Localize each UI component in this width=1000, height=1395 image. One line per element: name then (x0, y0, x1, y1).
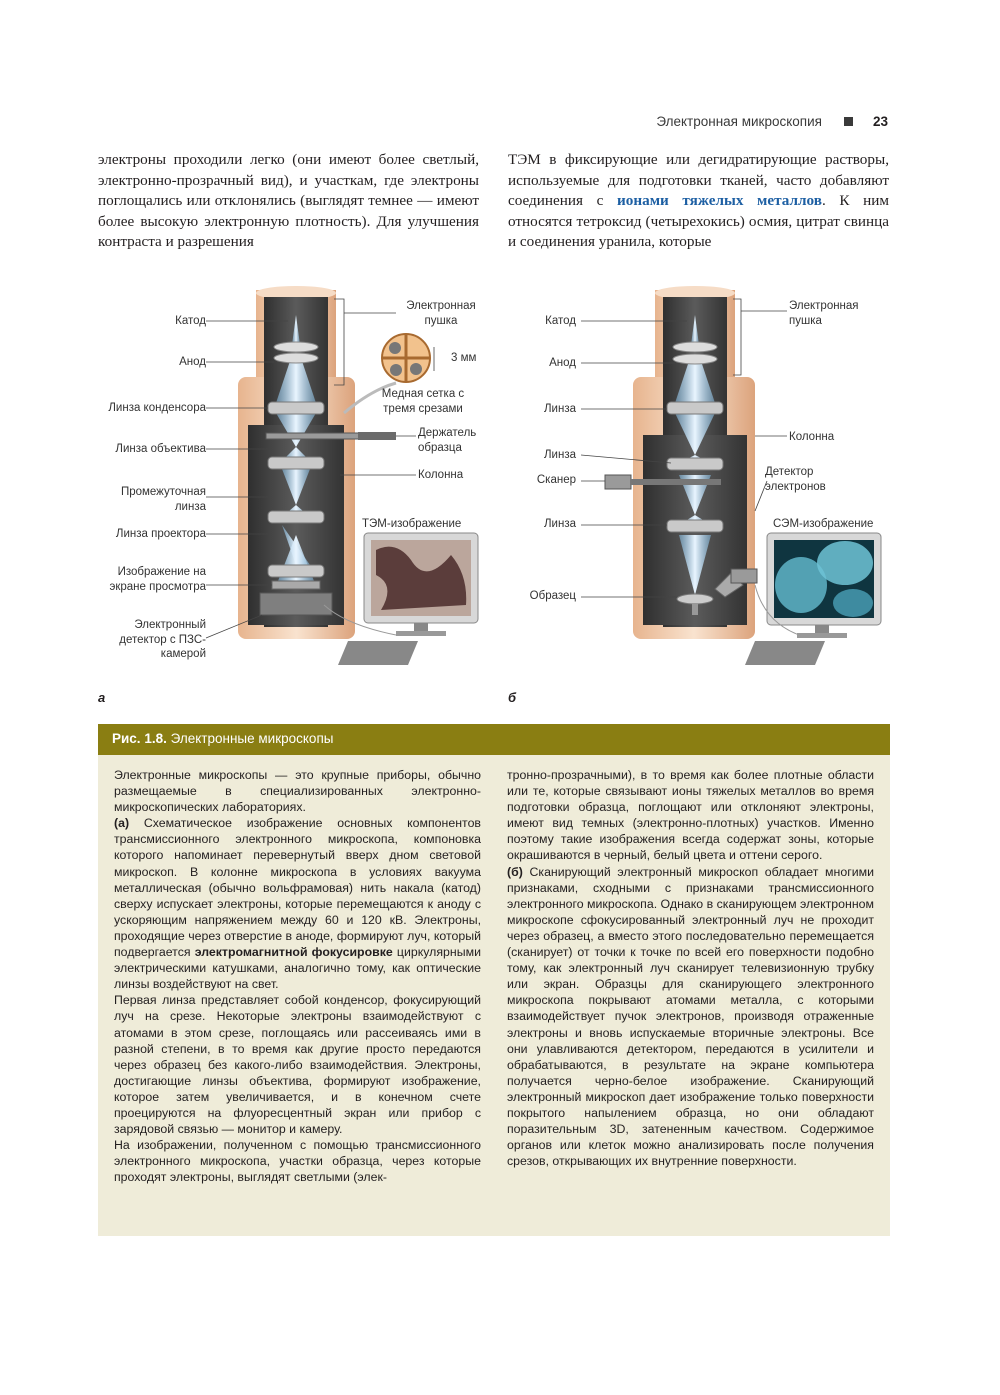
label-detector-a: Электронный детектор с ПЗС-камерой (119, 619, 206, 660)
label-anode-b: Анод (549, 357, 576, 369)
label-grid-size: 3 мм (451, 352, 477, 364)
label-sample: Образец (529, 590, 576, 602)
running-head (656, 114, 888, 129)
caption-mark-b: (б) (507, 864, 523, 879)
glossary-term-heavy-metal-ions[interactable]: ионами тяжелых металлов (617, 192, 822, 210)
projector-lens (268, 565, 324, 577)
body-text-right (508, 150, 889, 253)
caption-term: электромагнитной фокусировке (194, 945, 393, 960)
label-gun-b: Электронная пушка (789, 300, 859, 327)
caption-paragraph (507, 864, 874, 1170)
condenser-lens (268, 402, 324, 414)
label-condenser-a: Линза конденсора (108, 402, 206, 414)
label-sem-image: СЭМ-изображение (773, 518, 874, 530)
sample-stage (677, 594, 713, 604)
label-cathode-b: Катод (545, 315, 576, 327)
body-text-right-part1: ТЭМ в фиксирующие или дегидратирующие растворы, используемые для подготовки тканей, часто добавляют соединения с (508, 151, 889, 210)
lens-1-b (667, 402, 723, 414)
running-head-title: Электронная микроскопия (656, 114, 822, 129)
ccd-detector (260, 593, 332, 615)
label-lens-1-b: Линза (544, 403, 576, 415)
label-holder: Держатель образца (418, 427, 477, 454)
label-scanner: Сканер (536, 474, 576, 486)
caption-label: Рис. 1.8. (112, 731, 167, 746)
scanner-coil (605, 475, 631, 489)
viewing-screen (272, 581, 320, 589)
caption-paragraph: Электронные микроскопы — это крупные приборы, обычно размещаемые в специализированных электронно-микроскопических лабораториях. (114, 768, 481, 815)
label-intermediate-a: Промежуточная линза (120, 486, 206, 513)
caption-paragraph: На изображении, полученном с помощью трансмиссионного электронного микроскопа, участки образца, через которые проходят электроны, выглядят светлыми (элек- (114, 1138, 481, 1185)
figure-caption-body (98, 755, 890, 1236)
label-detector-b: Детектор электронов (765, 466, 826, 493)
label-cathode-a: Катод (175, 315, 206, 327)
objective-lens (268, 457, 324, 469)
caption-column-right (507, 767, 874, 1169)
label-anode-a: Анод (179, 356, 206, 368)
caption-paragraph: тронно-прозрачными), в то время как более плотные области или те, которые связывают ионы тяжелых металлов во время подготовки образца, поглощают или отклоняют электроны, имеют вид темных (электронно-плотных) участков. Именно поэтому такие изображения всегда содержат зоны, которые окрашиваются в черный, белый цвета и оттени серого. (507, 768, 874, 863)
label-column-b: Колонна (789, 431, 835, 443)
panel-letter-a: а (98, 690, 106, 705)
caption-text: Сканирующий электронный микроскоп обладает многими признаками, сходными с признаками трансмиссионного электронного микроскопа. Однако в сканирующем электронном микроскопе сфокусированный электронный луч не проходит через образец, а вместо этого последовательно перемещается (сканирует) от точки к точке по всей его поверхности подобно тому, как электронный луч сканирует телевизионную трубку или экран. Образцы для сканирующего электронного микроскопа покрывают атомами металла, с которыми взаимодействует пучок электронов, производя отраженные электроны и вновь испускаемые вторичные электроны. Все они улавливаются детектором, передаются в усилители и обрабатываются, в результате на экране компьютера получается черно-белое изображение. Сканирующий электронный микроскоп дает изображение только поверхности покрытого напылением образца, но они обладают поразительным 3D, затененным качеством. Содержимое органов или клеток можно анализировать после получения срезов, открывающих их внутренние поверхности. (507, 864, 874, 1169)
copper-grid-inset (382, 334, 434, 382)
page-number: 23 (872, 114, 888, 129)
label-projector-a: Линза проектора (115, 528, 206, 540)
figure-b-sem-diagram (505, 285, 900, 665)
panel-letter-b: б (508, 690, 517, 705)
square-bullet-icon (844, 117, 853, 126)
label-gun-a: Электронная пушка (406, 300, 476, 327)
label-screen-a: Изображение на экране просмотра (109, 566, 206, 593)
label-objective-a: Линза объектива (115, 443, 206, 455)
sem-monitor (745, 533, 881, 665)
label-lens-2-b: Линза (544, 449, 576, 461)
caption-paragraph (114, 815, 481, 992)
label-tem-image: ТЭМ-изображение (362, 518, 462, 530)
caption-text: Схематическое изображение основных компонентов трансмиссионного электронного микроскопа, компоновка которого напоминает перевернутый вверх дном световой микроскоп. В колонне микроскопа в условиях вакуума металлическая (обычно вольфрамовая) нить накала (катод) сверху испускает электроны, которые перемещаются к аноду с ускоряющим напряжением между 60 и 120 кВ. Электроны, проходящие через отверстие в аноде, формируют луч, который подвергается (114, 816, 481, 960)
anode-disc (274, 342, 318, 352)
caption-title: Электронные микроскопы (170, 731, 334, 746)
caption-paragraph: Первая линза представляет собой конденсор, фокусирующий луч на срезе. Некоторые электроны взаимодействуют с атомами в этом срезе, поглощаясь или рассеиваясь ими в разной степени, в то время как другие просто передаются через образец без какого-либо взаимодействия. Электроны, достигающие линзы объектива, формируют изображение, которое затем увеличивается, и в конечном счете проецируются на флуоресцентный экран или прибор с зарядовой связью — монитор и камеру. (114, 993, 481, 1137)
caption-mark-a: (а) (114, 816, 130, 831)
caption-text: циркулярными электрическими катушками, аналогично тому, как оптические линзы воздействуют на свет. (114, 945, 481, 992)
intermediate-lens (268, 511, 324, 523)
caption-column-left (114, 767, 481, 1185)
figure-caption-title (98, 724, 890, 755)
label-column-a: Колонна (418, 469, 464, 481)
label-copper-grid: Медная сетка с тремя срезами (381, 388, 465, 415)
lens-2-b (667, 458, 723, 470)
lens-3-b (667, 520, 723, 532)
label-lens-3-b: Линза (544, 518, 576, 530)
figure-a-tem-diagram (96, 285, 496, 665)
body-text-left: электроны проходили легко (они имеют более светлый, электронно-прозрачный вид), и участкам, где электроны поглощались или отклонялись (выглядят темнее — имеют более высокую электронную плотность). Для улучшения контраста и разрешения (98, 151, 479, 251)
body-text-right-part2: . К ним относятся тетроксид (четырехокись) осмия, цитрат свинца и соединения уранила, которые (508, 192, 889, 251)
